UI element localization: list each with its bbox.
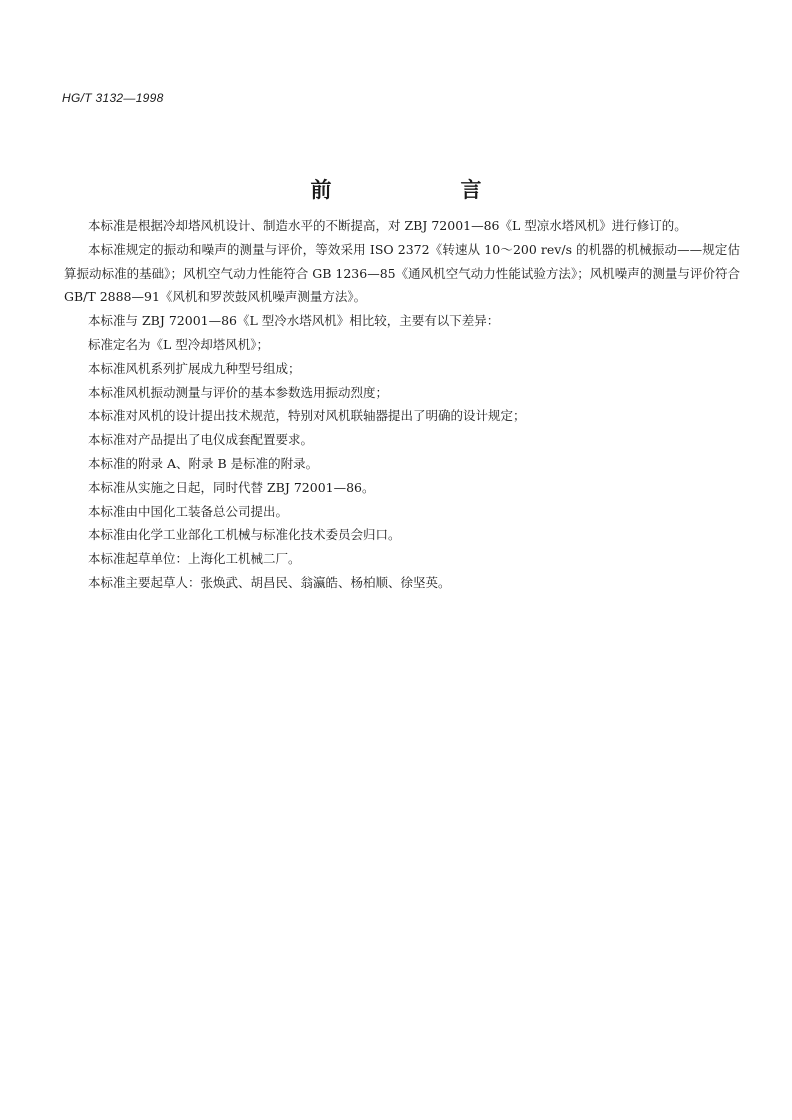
paragraph-supersedes: 本标准从实施之日起，同时代替 ZBJ 72001—86。 <box>88 479 375 495</box>
paragraph-difference-vibration: 本标准风机振动测量与评价的基本参数选用振动烈度； <box>88 384 389 400</box>
paragraph-appendices: 本标准的附录 A、附录 B 是标准的附录。 <box>88 455 319 471</box>
paragraph-drafting-unit: 本标准起草单位：上海化工机械二厂。 <box>88 551 301 567</box>
paragraph-difference-series: 本标准风机系列扩展成九种型号组成； <box>88 360 301 376</box>
paragraph-difference-name: 标准定名为《L 型冷却塔风机》； <box>88 336 270 352</box>
paragraph-revision-basis: 本标准是根据冷却塔风机设计、制造水平的不断提高，对 ZBJ 72001—86《L 型凉水塔风机》进行修订的。 <box>88 218 687 233</box>
paragraph-difference-design: 本标准对风机的设计提出技术规范，特别对风机联轴器提出了明确的设计规定； <box>88 408 526 424</box>
paragraph-differences-intro: 本标准与 ZBJ 72001—86《L 型冷水塔风机》相比较，主要有以下差异： <box>88 313 500 329</box>
paragraph-proposer: 本标准由中国化工装备总公司提出。 <box>88 503 289 519</box>
paragraph-drafters: 本标准主要起草人：张焕武、胡昌民、翁瀛皓、杨柏顺、徐坚英。 <box>88 574 451 590</box>
page-title: 前 言 <box>310 178 536 202</box>
paragraph-referenced-standards: 本标准规定的振动和噪声的测量与评价，等效采用 ISO 2372《转速从 10～200 rev/s 的机器的机械振动——规定估算振动标准的基础》；风机空气动力性能符合 GB 1236—85《通风机空气动力性能试验方法》；风机噪声的测量与评价符合 GB/T 2888—91《风机和罗茨鼓风机噪声测量方法》。 <box>64 241 740 305</box>
foreword-body <box>64 214 740 595</box>
paragraph-difference-electrical: 本标准对产品提出了电仪成套配置要求。 <box>88 432 314 448</box>
document-number: HG/T 3132—1998 <box>62 91 164 105</box>
paragraph-technical-committee: 本标准由化学工业部化工机械与标准化技术委员会归口。 <box>88 527 401 543</box>
